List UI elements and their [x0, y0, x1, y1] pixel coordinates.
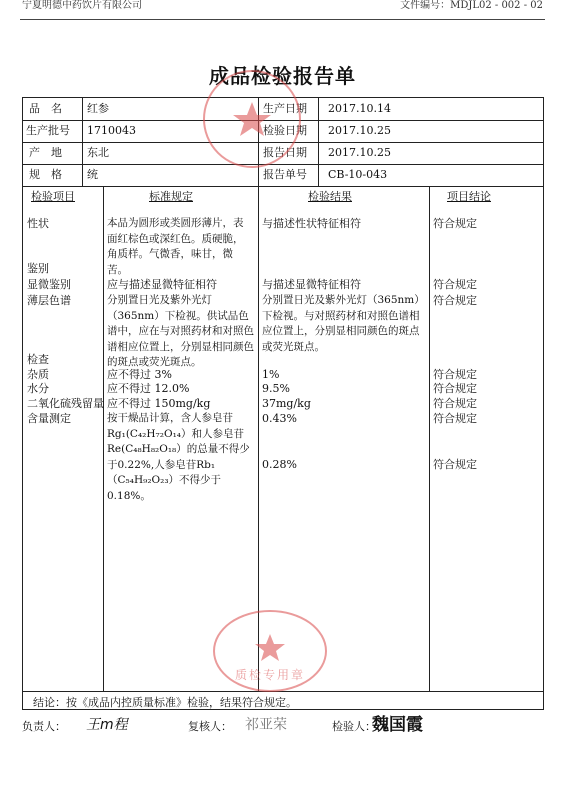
std-bocengsepu: 分别置日光及紫外光灯（365nm）下检视。供试品色谱中，应在与对照药材和对照色谱相应位置上，分别显相同颜色的斑点或荧光斑点。 — [107, 294, 254, 368]
conclusion-text: 结论：按《成品内控质量标准》检验，结果符合规定。 — [33, 696, 297, 709]
item-xianwei: 显微鉴别 — [27, 278, 71, 291]
item-zazhi: 杂质 — [27, 368, 49, 381]
concl-hanliang-2: 符合规定 — [433, 458, 477, 471]
name-value: 红参 — [87, 102, 109, 115]
col-header-conclusion: 项目结论 — [447, 190, 491, 203]
concl-xianwei: 符合规定 — [433, 278, 477, 291]
item-jianbie: 鉴别 — [27, 262, 49, 275]
result-xingzhuang: 与描述性状特征相符 — [262, 217, 361, 230]
concl-so2: 符合规定 — [433, 397, 477, 410]
item-so2: 二氧化硫残留量 — [27, 397, 104, 410]
leader-label: 负责人： — [22, 720, 66, 733]
std-xingzhuang: 本品为圆形或类圆形薄片，表面红棕色或深红色。质硬脆，角质样。气微香，味甘，微苦。 — [107, 217, 244, 276]
concl-hanliang-1: 符合规定 — [433, 412, 477, 425]
std-shuifen: 应不得过 12.0% — [107, 382, 190, 395]
leader-signature: 王m程 — [86, 717, 128, 733]
item-hanliang: 含量测定 — [27, 412, 71, 425]
result-zazhi: 1% — [262, 368, 280, 381]
item-xingzhuang: 性状 — [27, 217, 49, 230]
quality-stamp-bottom — [213, 610, 327, 692]
row-divider — [23, 186, 543, 187]
col-divider — [82, 98, 83, 186]
concl-zazhi: 符合规定 — [433, 368, 477, 381]
result-so2: 37mg/kg — [262, 397, 311, 410]
quality-stamp-top — [203, 70, 301, 168]
batch-label: 生产批号 — [26, 124, 70, 137]
origin-value: 东北 — [87, 146, 109, 159]
result-hanliang-2: 0.28% — [262, 458, 297, 471]
report-date-label: 报告日期 — [263, 146, 307, 159]
item-shuifen: 水分 — [27, 382, 49, 395]
report-no-value: CB-10-043 — [328, 168, 388, 181]
report-no-label: 报告单号 — [263, 168, 307, 181]
result-bocengsepu: 分别置日光及紫外光灯（365nm）下检视。与对照药材和对照色谱相应位置上，分别显相同颜色的斑点或荧光斑点。 — [262, 294, 420, 353]
result-shuifen: 9.5% — [262, 382, 290, 395]
reviewer-signature: 祁亚荣 — [245, 717, 287, 733]
test-date-label: 检验日期 — [263, 124, 307, 137]
inspector-label: 检验人： — [332, 720, 376, 733]
col-header-standard: 标准规定 — [149, 190, 193, 203]
item-bocengsepu: 薄层色谱 — [27, 294, 71, 307]
spec-label: 规 格 — [29, 168, 62, 181]
origin-label: 产 地 — [29, 146, 62, 159]
test-date-value: 2017.10.25 — [328, 124, 391, 137]
header-rule — [20, 19, 545, 20]
reviewer-label: 复核人： — [188, 720, 232, 733]
col-header-item: 检验项目 — [31, 190, 75, 203]
std-zazhi: 应不得过 3% — [107, 368, 172, 381]
stamp-star-icon — [205, 72, 299, 166]
report-title: 成品检验报告单 — [209, 64, 356, 88]
col-header-result: 检验结果 — [308, 190, 352, 203]
concl-shuifen: 符合规定 — [433, 382, 477, 395]
result-xianwei: 与描述显微特征相符 — [262, 278, 361, 291]
company-name: 宁夏明德中药饮片有限公司 — [22, 0, 142, 11]
prod-date-label: 生产日期 — [263, 102, 307, 115]
batch-value: 1710043 — [87, 124, 136, 137]
concl-xingzhuang: 符合规定 — [433, 217, 477, 230]
std-hanliang: 按干燥品计算，含人参皂苷Rg₁(C₄₂H₇₂O₁₄）和人参皂苷Re(C₄₈H₈₂O₁₈）的总量不得少于0.22%,人参皂苷Rb₁（C₅₄H₉₂O₂₃）不得少于 0.18%。 — [107, 412, 250, 502]
col-divider — [429, 186, 430, 691]
spec-value: 统 — [87, 168, 98, 181]
std-so2: 应不得过 150mg/kg — [107, 397, 211, 410]
result-hanliang-1: 0.43% — [262, 412, 297, 425]
document-header — [0, 0, 565, 20]
col-divider — [318, 98, 319, 186]
document-number: 文件编号：MDJL02 - 002 - 02 — [400, 0, 543, 11]
inspector-signature: 魏国霞 — [372, 715, 423, 735]
std-xianwei: 应与描述显微特征相符 — [107, 278, 217, 291]
prod-date-value: 2017.10.14 — [328, 102, 391, 115]
col-divider — [103, 186, 104, 691]
concl-bocengsepu: 符合规定 — [433, 294, 477, 307]
stamp-subtext: 质检专用章 — [234, 668, 305, 682]
name-label: 品 名 — [29, 102, 62, 115]
item-jiancha: 检查 — [27, 353, 49, 366]
report-date-value: 2017.10.25 — [328, 146, 391, 159]
